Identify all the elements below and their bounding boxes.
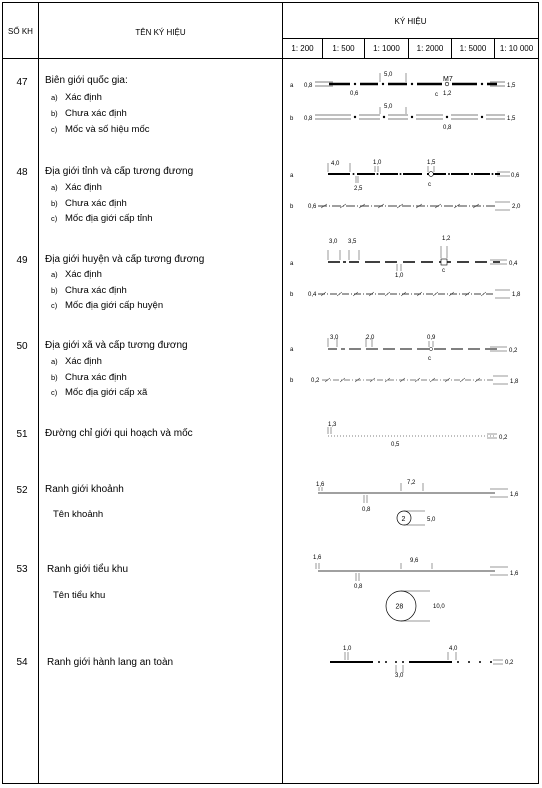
variant-b-label: b <box>290 292 294 298</box>
sub-letter: b) <box>51 199 58 208</box>
dim-label: 0,5 <box>391 442 400 448</box>
sub-letter: b) <box>51 109 58 118</box>
row-title: Ranh giới hành lang an toàn <box>47 657 174 668</box>
variant-a-label: a <box>290 83 294 89</box>
row-sub <box>51 182 102 193</box>
variant-b-label: b <box>290 116 294 122</box>
dim-label: 5,0 <box>427 517 436 523</box>
dim-label: 3,0 <box>395 673 404 679</box>
symbol-47b <box>290 104 516 131</box>
row-title: Biên giới quốc gia: <box>45 75 128 86</box>
dim-label: 1,0 <box>343 646 352 652</box>
dim-label: 0,6 <box>350 91 359 97</box>
symbol-47a <box>290 72 516 98</box>
dim-label: 1,8 <box>510 379 519 385</box>
row-title: Địa giới tỉnh và cấp tương đương <box>45 166 194 177</box>
symbol-50b <box>290 376 519 385</box>
sub-text: Mốc và số hiệu mốc <box>65 124 150 135</box>
dim-label: 2,0 <box>512 204 521 210</box>
row-sub <box>51 372 127 383</box>
dim-label: 9,6 <box>410 558 419 564</box>
variant-a-label: a <box>290 173 294 179</box>
dim-label: 3,5 <box>348 239 357 245</box>
dim-label: 4,0 <box>331 161 340 167</box>
row-number: 48 <box>16 167 28 178</box>
dim-label: 1,6 <box>313 555 322 561</box>
dim-label: 0,2 <box>311 378 320 384</box>
sub-letter: a) <box>51 270 58 279</box>
dim-label: 1,0 <box>373 160 382 166</box>
row-sub <box>51 124 149 135</box>
variant-a-label: a <box>290 261 294 267</box>
c-label: c <box>428 356 431 362</box>
row-sub <box>51 356 102 367</box>
sub-text: Mốc địa giới cấp huyện <box>65 300 164 311</box>
symbol-53 <box>313 555 519 621</box>
header-scale: 1: 1000 <box>373 44 400 53</box>
row-number: 47 <box>16 77 28 88</box>
row-number: 51 <box>16 429 28 440</box>
sub-text: Mốc địa giới cấp xã <box>65 387 148 398</box>
dim-label: 0,4 <box>308 292 317 298</box>
dim-label: 0,8 <box>304 83 313 89</box>
dim-label: 0,6 <box>511 173 520 179</box>
dim-label: 2,0 <box>366 335 375 341</box>
dim-label: 0,9 <box>427 335 436 341</box>
row-number: 52 <box>16 485 28 496</box>
row-title: Đường chỉ giới qui hoạch và mốc <box>45 428 193 439</box>
dim-label: 1,5 <box>507 116 516 122</box>
row-number: 53 <box>16 564 28 575</box>
symbol-50a <box>290 335 518 362</box>
header-number: SỐ KH <box>8 27 33 36</box>
row-sub <box>51 285 127 296</box>
row-sub <box>51 108 127 119</box>
symbol-48a <box>290 160 520 192</box>
c-label: c <box>428 182 431 188</box>
sub-text: Xác định <box>65 356 102 367</box>
row-number: 49 <box>16 255 28 266</box>
row-sub <box>51 213 153 224</box>
row-title: Ranh giới tiểu khu <box>47 564 129 575</box>
dim-label: 1,0 <box>395 273 404 279</box>
block-number: 2 <box>401 516 406 523</box>
dim-label: 0,8 <box>354 584 363 590</box>
dim-label: 0,2 <box>509 348 518 354</box>
symbol-drawings <box>285 3 540 785</box>
dim-label: 0,8 <box>304 116 313 122</box>
dim-label: 1,5 <box>427 160 436 166</box>
sub-letter: c) <box>51 301 58 310</box>
sub-letter: a) <box>51 183 58 192</box>
marker-label: M7 <box>443 76 453 83</box>
dim-label: 10,0 <box>433 604 445 610</box>
dim-label: 1,8 <box>512 292 521 298</box>
sub-letter: c) <box>51 125 58 134</box>
header-scale: 1: 2000 <box>416 44 444 53</box>
row-sub <box>51 92 102 103</box>
symbol-49a <box>290 236 518 279</box>
dim-label: 4,0 <box>449 646 458 652</box>
dim-label: 5,0 <box>384 104 393 110</box>
header-name: TÊN KÝ HIỆU <box>135 28 186 37</box>
dim-label: 3,0 <box>329 239 338 245</box>
sub-text: Chưa xác định <box>65 108 127 119</box>
dim-label: 0,6 <box>308 204 317 210</box>
sub-text: Chưa xác định <box>65 285 127 296</box>
sub-letter: c) <box>51 214 58 223</box>
row-title: Địa giới xã và cấp tương đương <box>45 340 188 351</box>
dim-label: 1,6 <box>510 492 519 498</box>
symbol-51 <box>328 422 508 448</box>
c-label: c <box>435 92 438 98</box>
dim-label: 1,6 <box>316 482 325 488</box>
dim-label: 1,5 <box>507 83 516 89</box>
sub-text: Mốc địa giới cấp tỉnh <box>65 213 153 224</box>
symbol-52 <box>316 480 519 525</box>
variant-a-label: a <box>290 347 294 353</box>
row-sub <box>51 198 127 209</box>
dim-label: 1,2 <box>443 91 452 97</box>
legend-table <box>2 2 539 784</box>
sub-letter: a) <box>51 93 58 102</box>
dim-label: 0,2 <box>499 435 508 441</box>
header-scale: 1: 200 <box>291 44 314 53</box>
dim-label: 1,3 <box>328 422 337 428</box>
header-scale: 1: 5000 <box>459 44 487 53</box>
dim-label: 0,2 <box>505 660 514 666</box>
sub-letter: b) <box>51 286 58 295</box>
row-sub <box>51 300 163 311</box>
symbol-48b <box>290 202 521 210</box>
dim-label: 3,0 <box>330 335 339 341</box>
symbol-49b <box>290 290 521 298</box>
dim-label: 0,8 <box>362 507 371 513</box>
row-number: 54 <box>16 657 28 668</box>
dim-label: 7,2 <box>407 480 416 486</box>
sub-text: Xác định <box>65 92 102 103</box>
row-sub <box>51 387 147 398</box>
dim-label: 5,0 <box>384 72 393 78</box>
variant-b-label: b <box>290 378 294 384</box>
sub-letter: b) <box>51 373 58 382</box>
sub-letter: c) <box>51 388 58 397</box>
symbol-54 <box>330 646 514 679</box>
row-sub <box>51 269 102 280</box>
variant-b-label: b <box>290 204 294 210</box>
sub-text: Chưa xác định <box>65 372 127 383</box>
header-symbol: KÝ HIỆU <box>394 17 427 26</box>
sub-letter: a) <box>51 357 58 366</box>
dim-label: 1,6 <box>510 571 519 577</box>
dim-label: 0,4 <box>509 261 518 267</box>
c-label: c <box>442 268 445 274</box>
dim-label: 2,5 <box>354 186 363 192</box>
row-title: Ranh giới khoảnh <box>45 484 124 495</box>
sub-text: Xác định <box>65 182 102 193</box>
header-scale: 1: 500 <box>332 44 355 53</box>
block-number: 28 <box>395 603 404 611</box>
sub-text: Chưa xác định <box>65 198 127 209</box>
header-scale: 1: 10 000 <box>499 44 534 53</box>
row-number: 50 <box>16 341 28 352</box>
dim-label: 1,2 <box>442 236 451 242</box>
dim-label: 0,8 <box>443 125 452 131</box>
row-sub-text: Tên tiểu khu <box>53 590 106 601</box>
sub-text: Xác định <box>65 269 102 280</box>
row-sub-text: Tên khoảnh <box>53 509 104 520</box>
col-divider-symbol <box>282 3 283 783</box>
row-title: Địa giới huyện và cấp tương đương <box>45 254 205 265</box>
